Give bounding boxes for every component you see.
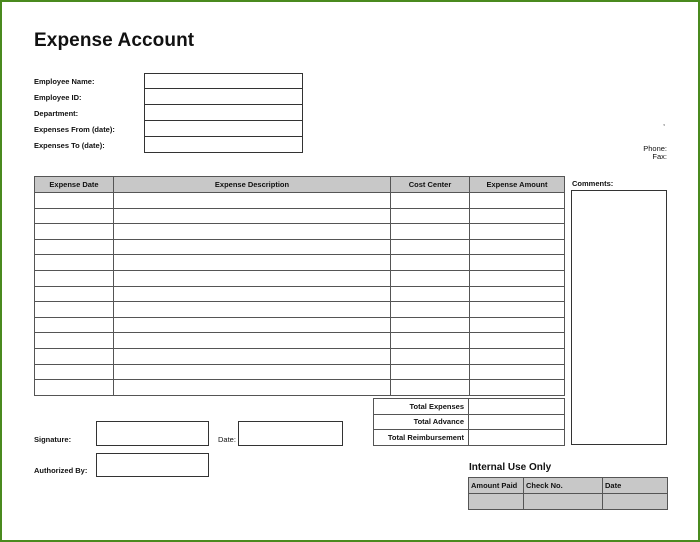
- expense-date-cell[interactable]: [35, 208, 114, 224]
- expense-date-cell[interactable]: [35, 255, 114, 271]
- check-no-field[interactable]: [524, 494, 603, 510]
- cost-center-cell[interactable]: [391, 286, 470, 302]
- expense-amount-cell[interactable]: [470, 364, 565, 380]
- expense-date-cell[interactable]: [35, 270, 114, 286]
- table-row: [35, 348, 565, 364]
- expense-amount-header: Expense Amount: [470, 177, 565, 193]
- expenses-to-label: Expenses To (date):: [34, 141, 105, 150]
- expense-description-cell[interactable]: [114, 302, 391, 318]
- signature-date-field[interactable]: [238, 421, 343, 446]
- expense-description-cell[interactable]: [114, 239, 391, 255]
- signature-label: Signature:: [34, 435, 72, 444]
- cost-center-cell[interactable]: [391, 239, 470, 255]
- expense-description-cell[interactable]: [114, 380, 391, 396]
- expense-date-header: Expense Date: [35, 177, 114, 193]
- expense-date-cell[interactable]: [35, 302, 114, 318]
- table-row: [35, 317, 565, 333]
- totals-row: [374, 414, 565, 430]
- table-row: [35, 193, 565, 209]
- expense-date-cell[interactable]: [35, 286, 114, 302]
- table-row: [35, 333, 565, 349]
- expense-date-cell[interactable]: [35, 239, 114, 255]
- cost-center-cell[interactable]: [391, 364, 470, 380]
- expense-date-cell[interactable]: [35, 193, 114, 209]
- total-advance-label: Total Advance: [374, 414, 469, 430]
- cost-center-cell[interactable]: [391, 270, 470, 286]
- authorized-by-label: Authorized By:: [34, 466, 88, 475]
- expense-amount-cell[interactable]: [470, 255, 565, 271]
- cost-center-cell[interactable]: [391, 302, 470, 318]
- table-row: [35, 286, 565, 302]
- internal-use-title: Internal Use Only: [469, 462, 552, 473]
- total-advance-value[interactable]: [469, 414, 565, 430]
- expense-amount-cell[interactable]: [470, 239, 565, 255]
- expense-description-cell[interactable]: [114, 333, 391, 349]
- expense-amount-cell[interactable]: [470, 333, 565, 349]
- table-row: [35, 239, 565, 255]
- expense-date-cell[interactable]: [35, 364, 114, 380]
- table-row: [35, 255, 565, 271]
- address-comma: ,: [663, 118, 666, 127]
- expense-amount-cell[interactable]: [470, 348, 565, 364]
- cost-center-cell[interactable]: [391, 193, 470, 209]
- expense-description-cell[interactable]: [114, 317, 391, 333]
- expense-amount-cell[interactable]: [470, 380, 565, 396]
- page-title: Expense Account: [34, 30, 195, 51]
- expense-description-cell[interactable]: [114, 270, 391, 286]
- totals-row: [374, 430, 565, 446]
- expenses-from-label: Expenses From (date):: [34, 125, 115, 134]
- expense-description-cell[interactable]: [114, 193, 391, 209]
- amount-paid-field[interactable]: [469, 494, 524, 510]
- employee-name-field[interactable]: [144, 73, 303, 89]
- cost-center-cell[interactable]: [391, 255, 470, 271]
- expense-description-cell[interactable]: [114, 364, 391, 380]
- expense-amount-cell[interactable]: [470, 302, 565, 318]
- expense-amount-cell[interactable]: [470, 317, 565, 333]
- total-reimbursement-label: Total Reimbursement: [374, 430, 469, 446]
- expense-date-cell[interactable]: [35, 224, 114, 240]
- fax-label: Fax:: [652, 152, 667, 161]
- expense-description-header: Expense Description: [114, 177, 391, 193]
- expense-table-body: [35, 193, 565, 396]
- expense-table: [34, 176, 565, 396]
- employee-id-label: Employee ID:: [34, 93, 82, 102]
- table-row: [35, 302, 565, 318]
- expense-amount-cell[interactable]: [470, 286, 565, 302]
- expense-description-cell[interactable]: [114, 208, 391, 224]
- total-expenses-label: Total Expenses: [374, 399, 469, 415]
- employee-name-label: Employee Name:: [34, 77, 95, 86]
- totals-row: [374, 399, 565, 415]
- internal-date-field[interactable]: [603, 494, 668, 510]
- cost-center-cell[interactable]: [391, 348, 470, 364]
- expense-date-cell[interactable]: [35, 333, 114, 349]
- expense-date-cell[interactable]: [35, 380, 114, 396]
- internal-use-table: [468, 477, 668, 510]
- expense-description-cell[interactable]: [114, 348, 391, 364]
- comments-label: Comments:: [572, 179, 614, 188]
- expense-description-cell[interactable]: [114, 224, 391, 240]
- expense-amount-cell[interactable]: [470, 270, 565, 286]
- expense-amount-cell[interactable]: [470, 193, 565, 209]
- table-row: [35, 380, 565, 396]
- expenses-from-field[interactable]: [144, 121, 303, 137]
- internal-date-header: Date: [603, 478, 668, 494]
- table-row: [35, 270, 565, 286]
- department-label: Department:: [34, 109, 79, 118]
- expense-date-cell[interactable]: [35, 348, 114, 364]
- phone-label: Phone:: [643, 144, 667, 153]
- expense-amount-cell[interactable]: [470, 224, 565, 240]
- table-row: [35, 208, 565, 224]
- date-label: Date:: [218, 435, 236, 444]
- expense-date-cell[interactable]: [35, 317, 114, 333]
- cost-center-cell[interactable]: [391, 380, 470, 396]
- cost-center-cell[interactable]: [391, 333, 470, 349]
- cost-center-header: Cost Center: [391, 177, 470, 193]
- total-expenses-value[interactable]: [469, 399, 565, 415]
- authorized-by-field[interactable]: [96, 453, 209, 477]
- expense-amount-cell[interactable]: [470, 208, 565, 224]
- comments-field[interactable]: [571, 190, 667, 445]
- expense-description-cell[interactable]: [114, 286, 391, 302]
- check-no-header: Check No.: [524, 478, 603, 494]
- signature-field[interactable]: [96, 421, 209, 446]
- expenses-to-field[interactable]: [144, 137, 303, 153]
- cost-center-cell[interactable]: [391, 224, 470, 240]
- employee-id-field[interactable]: [144, 89, 303, 105]
- department-field[interactable]: [144, 105, 303, 121]
- amount-paid-header: Amount Paid: [469, 478, 524, 494]
- cost-center-cell[interactable]: [391, 208, 470, 224]
- cost-center-cell[interactable]: [391, 317, 470, 333]
- total-reimbursement-value[interactable]: [469, 430, 565, 446]
- table-row: [35, 224, 565, 240]
- expense-description-cell[interactable]: [114, 255, 391, 271]
- totals-table: [373, 398, 565, 446]
- table-row: [35, 364, 565, 380]
